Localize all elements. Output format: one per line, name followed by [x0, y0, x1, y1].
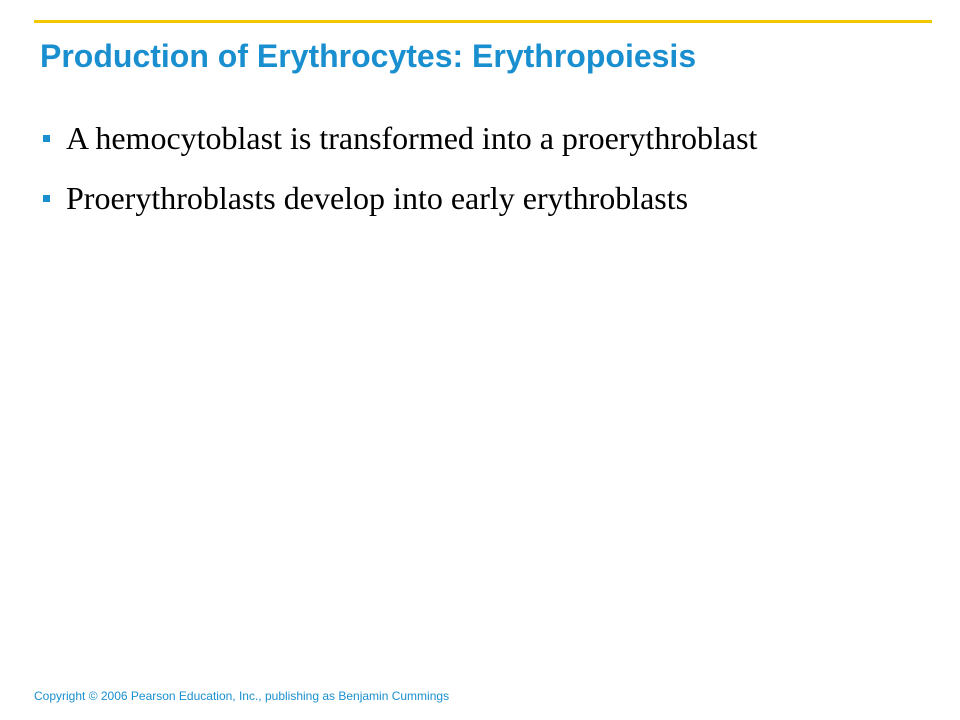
top-accent-rule	[34, 20, 932, 23]
square-bullet-icon	[43, 135, 50, 142]
square-bullet-icon	[43, 195, 50, 202]
copyright-footer: Copyright © 2006 Pearson Education, Inc., publishing as Benjamin Cummings	[34, 689, 450, 703]
bullet-item	[40, 178, 900, 218]
bullet-item	[40, 118, 900, 158]
bullet-text: A hemocytoblast is transformed into a proerythroblast	[66, 120, 758, 156]
bullet-list	[40, 118, 900, 238]
slide-title: Production of Erythrocytes: Erythropoiesis	[40, 38, 697, 74]
bullet-text: Proerythroblasts develop into early erythroblasts	[66, 180, 689, 216]
